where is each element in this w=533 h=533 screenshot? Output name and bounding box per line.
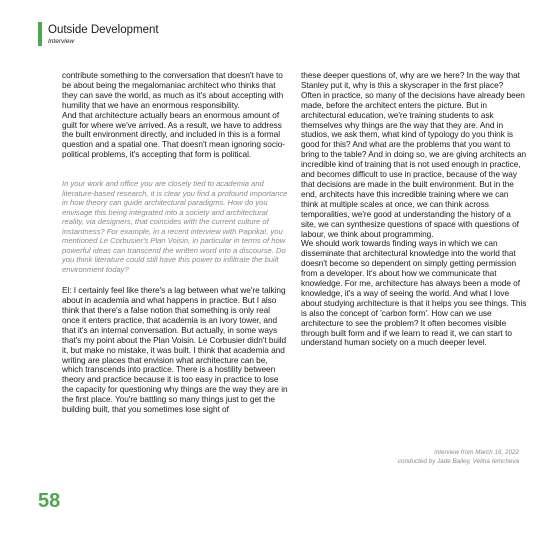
interview-credits xyxy=(299,449,519,466)
left-column xyxy=(62,71,288,415)
body-paragraph: contribute something to the conversation that doesn't have to be about being the megalomaniac architect who thinks that they can save the world, as much as it's about accepting with humility that we have an enormous responsibility. xyxy=(62,70,284,110)
page-header-subtitle: Interview xyxy=(48,38,75,45)
body-paragraph: Often in practice, so many of the decisions have already been made, before the architect enters the picture. But in architectural education, we're training students to ask themselves why things are the way that they are. And in studios, we ask them, what kind of typology do you think is good for this? And what are the problems that you want to bring to the table? And in doing so, we are giving architects an incredible kind of training that is not used enough in practice, and becomes difficult to use in practice, because of the way that decisions are made in the built environment. But in the end, architects have this incredible training where we can think at multiple scales at once, we can think across temporalities, we're good at understanding the history of a site, we can synthesize questions of space with questions of labour, we think about programming. xyxy=(301,89,527,239)
interview-date: interview from March 16, 2022 xyxy=(434,449,519,456)
page-number: 58 xyxy=(38,490,61,512)
accent-bar xyxy=(38,22,42,46)
body-paragraph: these deeper questions of, why are we here? In the way that Stanley put it, why is this a skyscraper in the first place? xyxy=(301,70,520,90)
interview-question: In your work and office you are closely tied to academia and literature-based research, it is clear you find a profound importance in how theory can guide architectural paradigms. How do you envisage this being integrated into a society and architectural reality, via designers, that coincides with the current culture of instantness? For example, in a recent interview with Paprika!, you mentioned Le Corbusier's Plan Voisin, in particular in terms of how powerful ideas can transcend the written word into a discourse. Do you think literature could still have this power to infiltrate the built environment today? xyxy=(62,179,288,274)
interview-answer: El: I certainly feel like there's a lag between what we're talking about in academia and what happens in practice. But I also think that there's a false notion that something is only real once it enters practice, that academia is an ivory tower, and that it's an internal conversation. But actually, in some ways that's my point about the Plan Voisin. Le Corbusier didn't build it, but make no mistake, it was built. I think that academia and writing are places that envision what architecture can be, which transcends into practice. There is a hostility between theory and practice because it is too easy in practice to lose the capacity for questioning why things are the way they are in the first place. You're battling so many things just to get the building built, that you sometimes lose sight of xyxy=(62,285,288,415)
page-header-title: Outside Development xyxy=(48,24,159,36)
right-column xyxy=(301,71,527,348)
body-paragraph: And that architecture actually bears an enormous amount of guilt for where we've arrived. As a result, we have to address the built environment directly, and included in this is a formal question and a spatial one. That doesn't mean ignoring socio-political problems, it's accepting that form is political. xyxy=(62,109,286,160)
interview-authors: conducted by Jade Bailey, Velina Iemcheva xyxy=(397,457,519,465)
body-paragraph: We should work towards finding ways in which we can disseminate that architectural knowledge into the world that doesn't become so dependent on simply getting permission from a developer. It's about how we communicate that knowledge. For me, architecture has always been a mode of knowledge, it's a way of seeing the world. And what I love about studying architecture is that it helps you see things. This is also the concept of 'carbon form'. How can we use architecture to see the problem? It often becomes visible through built form and if we learn to read it, we can start to understand human society on a much deeper level. xyxy=(301,238,527,348)
